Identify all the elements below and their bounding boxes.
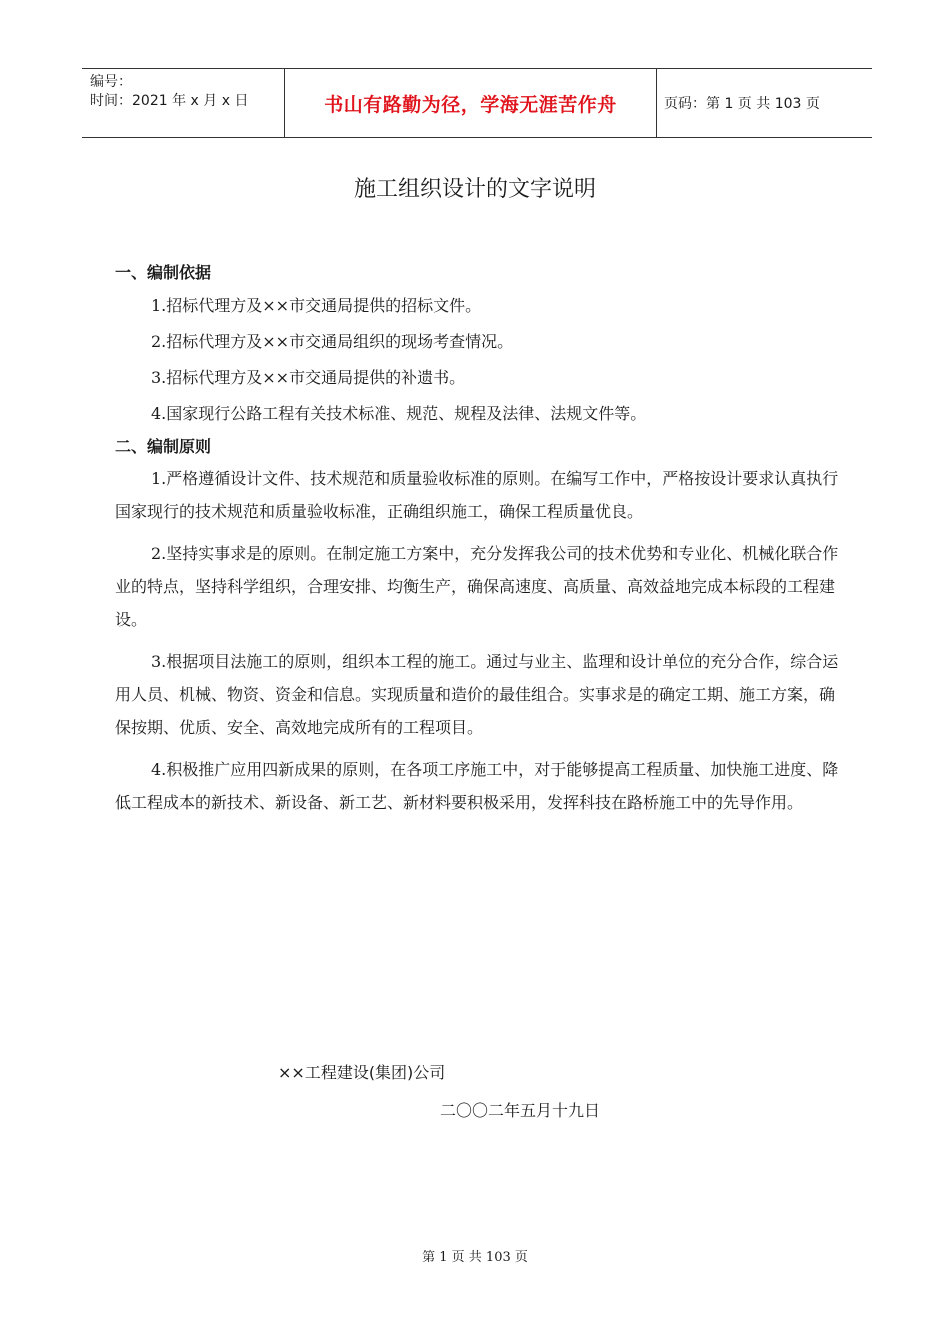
- basis-item: 2.招标代理方及××市交通局组织的现场考查情况。: [151, 332, 514, 351]
- signature-company: ××工程建设(集团)公司: [278, 1063, 446, 1082]
- principle-paragraph: 3.根据项目法施工的原则，组织本工程的施工。通过与业主、监理和设计单位的充分合作，综合运用人员、机械、物资、资金和信息。实现质量和造价的最佳组合。实事求是的确定工期、施工方案，确保按期、优质、安全、高效地完成所有的工程项目。: [115, 652, 839, 737]
- header-motto: 书山有路勤为径，学海无涯苦作舟: [284, 69, 657, 137]
- header-table: [82, 68, 872, 138]
- section-heading-principles: 二、编制原则: [115, 437, 212, 456]
- principle-paragraph: 4.积极推广应用四新成果的原则，在各项工序施工中，对于能够提高工程质量、加快施工进度、降低工程成本的新技术、新设备、新工艺、新材料要积极采用，发挥科技在路桥施工中的先导作用。: [115, 760, 839, 812]
- document-number-label: 编号：: [90, 74, 132, 90]
- basis-item: 4.国家现行公路工程有关技术标准、规范、规程及法律、法规文件等。: [151, 404, 647, 423]
- principle-paragraph: 1.严格遵循设计文件、技术规范和质量验收标准的原则。在编写工作中，严格按设计要求认真执行国家现行的技术规范和质量验收标准，正确组织施工，确保工程质量优良。: [115, 469, 839, 521]
- section-heading-basis: 一、编制依据: [115, 263, 212, 282]
- principle-paragraph: 2.坚持实事求是的原则。在制定施工方案中，充分发挥我公司的技术优势和专业化、机械化联合作业的特点，坚持科学组织，合理安排、均衡生产，确保高速度、高质量、高效益地完成本标段的工程建设。: [115, 544, 839, 629]
- signature-date: 二〇〇二年五月十九日: [440, 1101, 601, 1120]
- basis-item: 1.招标代理方及××市交通局提供的招标文件。: [151, 296, 482, 315]
- header-info-cell: [82, 69, 284, 137]
- document-body: [115, 258, 845, 828]
- document-time-label: 时间：2021 年 x 月 x 日: [90, 93, 249, 109]
- header-page-label: 页码：第 1 页 共 103 页: [664, 96, 820, 112]
- page-footer: 第 1 页 共 103 页: [422, 1250, 528, 1265]
- document-title: 施工组织设计的文字说明: [353, 177, 596, 202]
- basis-item: 3.招标代理方及××市交通局提供的补遗书。: [151, 368, 466, 387]
